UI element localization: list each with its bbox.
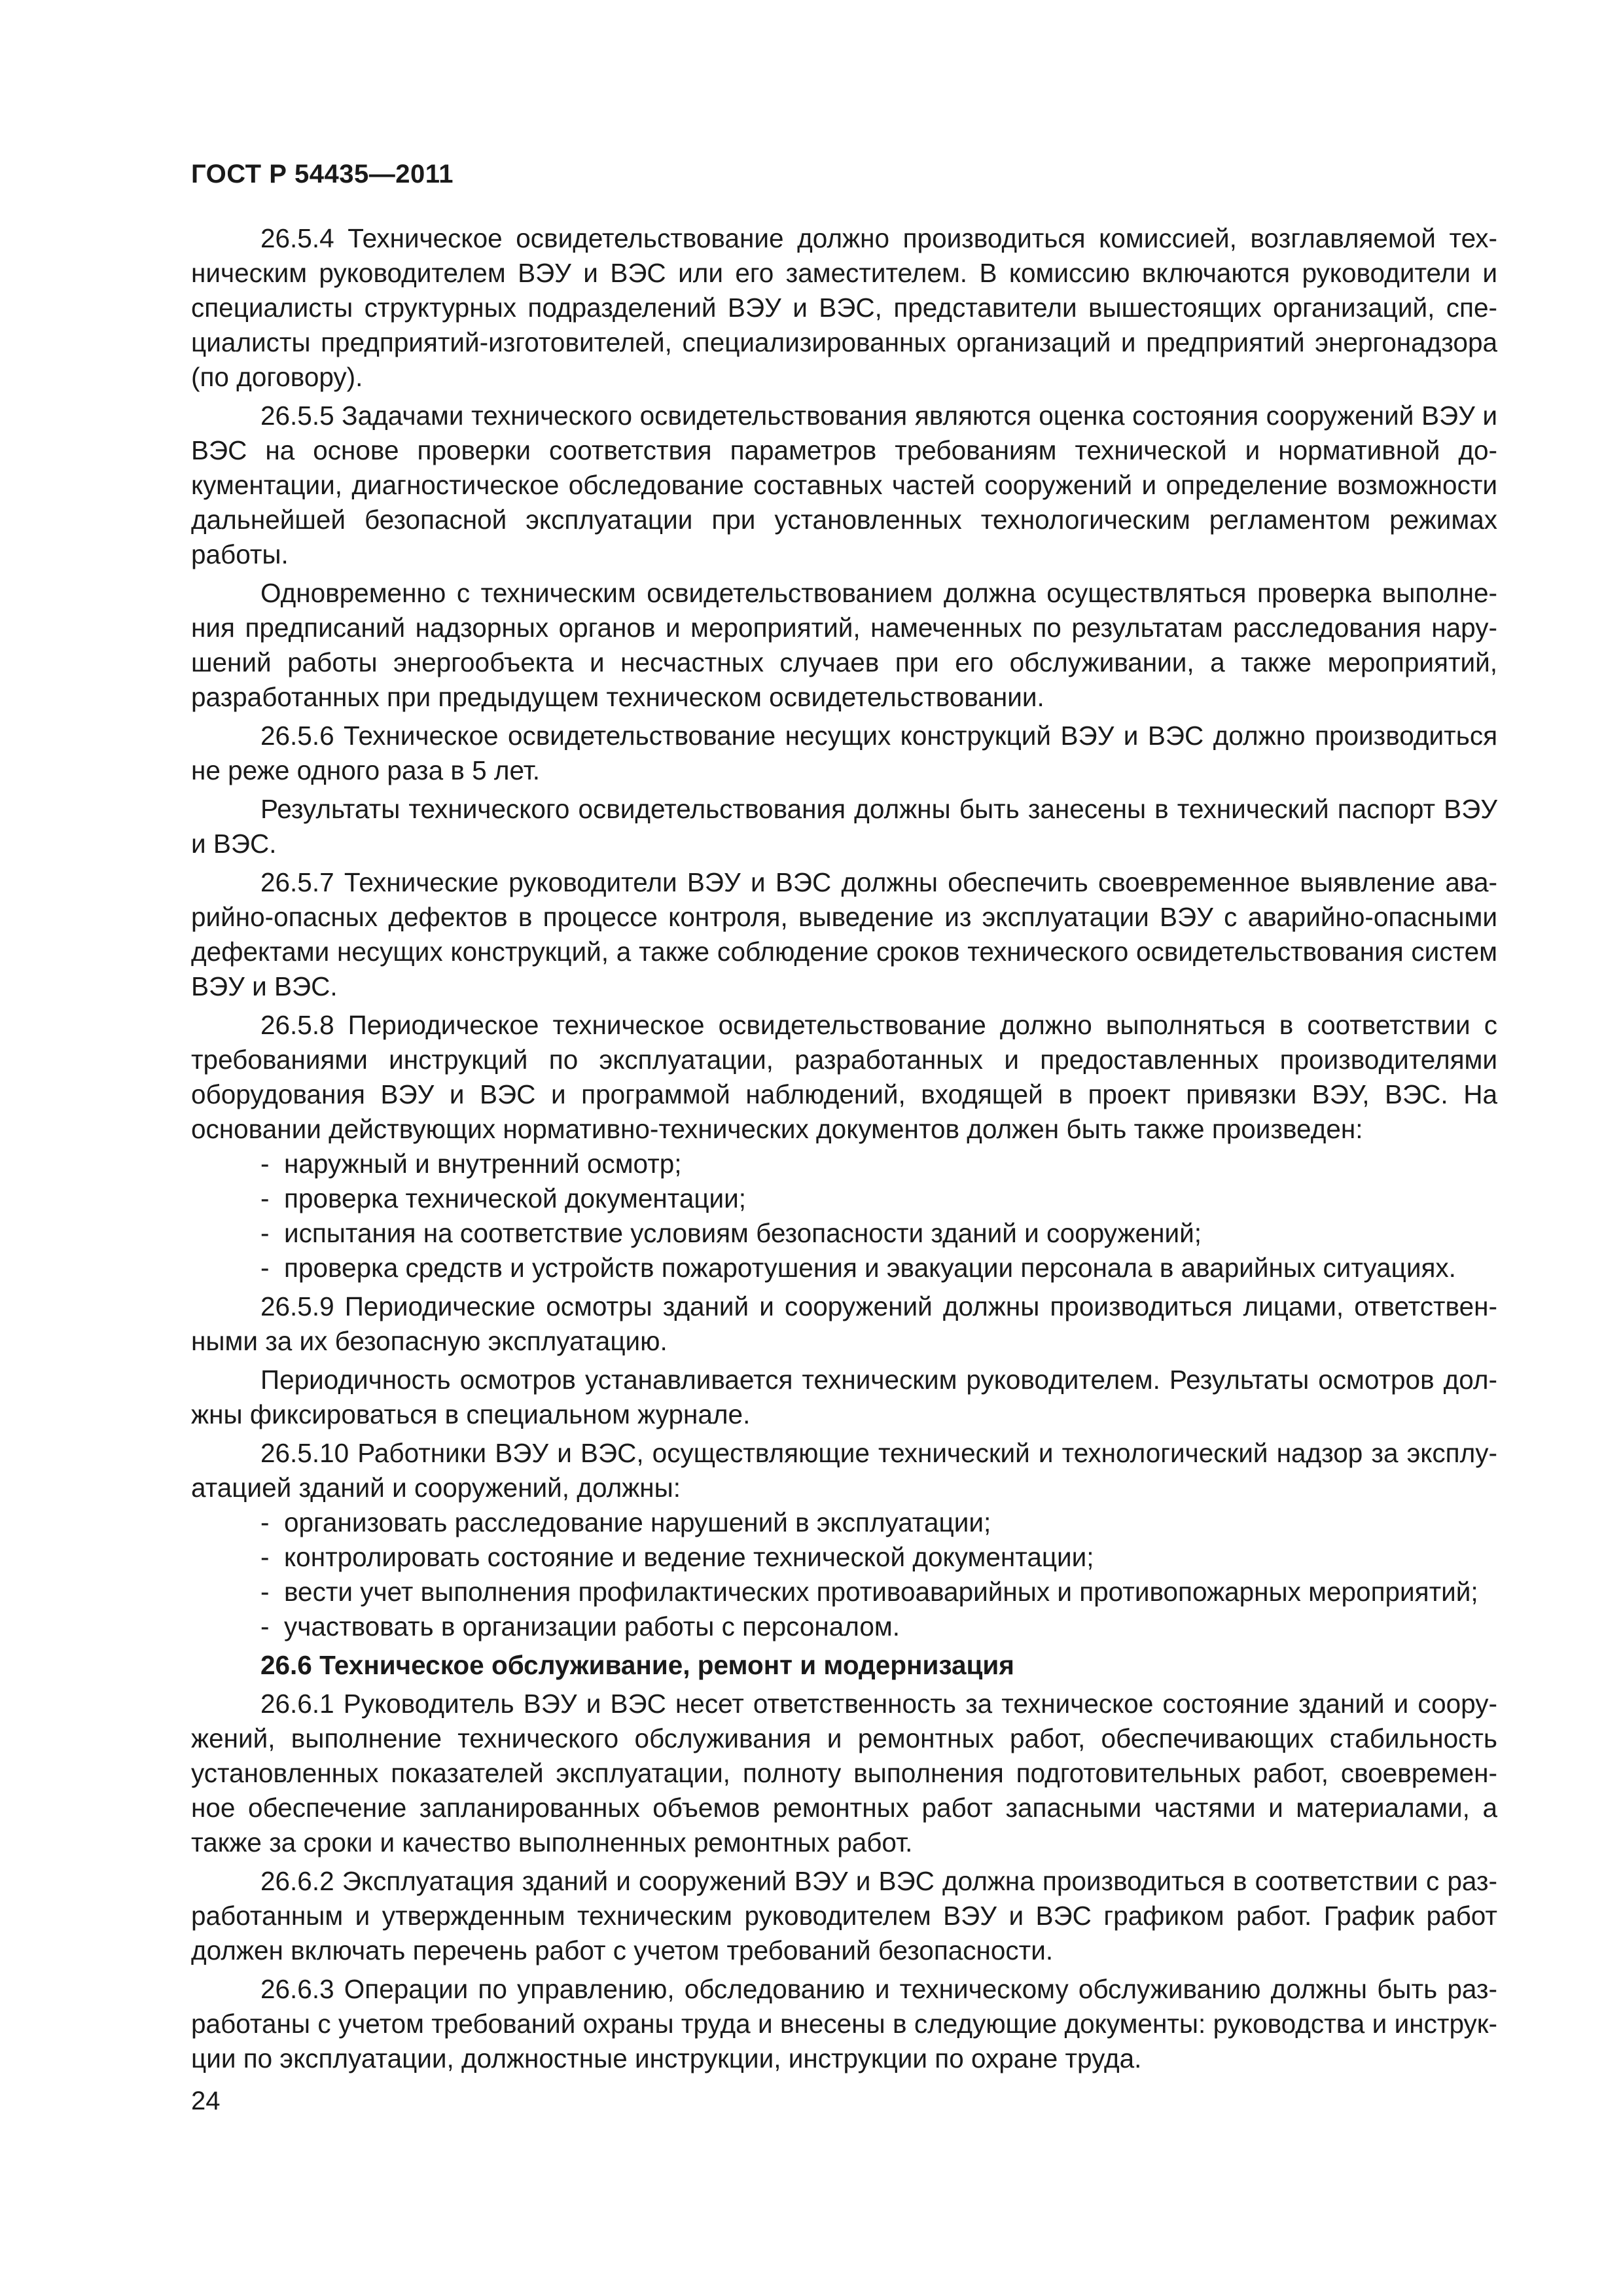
list-marker: - <box>260 1149 270 1179</box>
page-number: 24 <box>191 2087 221 2115</box>
list-marker: - <box>260 1542 270 1572</box>
list-item: - вести учет выполнения профилактических противоаварийных и противопожарных мероприятий; <box>191 1575 1497 1609</box>
list-item: - испытания на соответствие условиям безопасности зданий и сооружений; <box>191 1216 1497 1251</box>
paragraph-26-5-9: 26.5.9 Периодические осмотры зданий и сооружений должны производиться лицами, ответственными за их безопасную эксплуатацию. <box>191 1291 1497 1356</box>
list-marker: - <box>260 1577 270 1607</box>
document-body <box>191 221 1497 2076</box>
list-item: - участвовать в организации работы с персоналом. <box>191 1609 1497 1644</box>
list-item: - наружный и внутренний осмотр; <box>191 1147 1497 1181</box>
paragraph-26-6-3: 26.6.3 Операции по управлению, обследованию и техническому обслуживанию должны быть разработаны с учетом требований охраны труда и внесены в следующие документы: руководства и инструкции по эксплуатации, должностные инструкции, инструкции по охране труда. <box>191 1974 1497 2073</box>
paragraph-26-5-10: 26.5.10 Работники ВЭУ и ВЭС, осуществляющие технический и технологический надзор за эксплуатацией зданий и сооружений, должны: <box>191 1438 1497 1503</box>
paragraph-simultaneous-check: Одновременно с техническим освидетельствованием должна осуществляться проверка выполнения предписаний надзорных органов и мероприятий, намеченных по результатам расследования нарушений работы энергообъекта и несчастных случаев при его обслуживании, а также мероприятий, разработанных при предыдущем техническом освидетельствовании. <box>191 578 1497 712</box>
paragraph-results: Результаты технического освидетельствования должны быть занесены в технический паспорт ВЭУ и ВЭС. <box>191 794 1497 859</box>
list-26-5-8 <box>191 1147 1497 1285</box>
list-item: - контролировать состояние и ведение технической документации; <box>191 1540 1497 1575</box>
list-marker: - <box>260 1253 270 1283</box>
paragraph-26-6-1: 26.6.1 Руководитель ВЭУ и ВЭС несет ответственность за техническое состояние зданий и сооружений, выполнение технического обслуживания и ремонтных работ, обеспечивающих стабильность установленных показателей эксплуатации, полноту выполнения подготовительных работ, своевременное обеспечение запланированных объемов ремонтных работ запасными частями и материалами, а также за сроки и качество выполненных ремонтных работ. <box>191 1689 1497 1857</box>
list-marker: - <box>260 1507 270 1537</box>
list-marker: - <box>260 1611 270 1641</box>
paragraph-26-5-4: 26.5.4 Техническое освидетельствование должно производиться комиссией, возглавляемой техническим руководителем ВЭУ и ВЭС или его заместителем. В комиссию включаются руководители и специалисты структурных подразделений ВЭУ и ВЭС, представители вышестоящих организаций, специалисты предприятий-изготовителей, специализированных организаций и предприятий энергонадзора (по договору). <box>191 223 1497 392</box>
list-26-5-10 <box>191 1505 1497 1644</box>
paragraph-26-5-6: 26.5.6 Техническое освидетельствование несущих конструкций ВЭУ и ВЭС должно производиться не реже одного раза в 5 лет. <box>191 721 1497 785</box>
list-item: - проверка средств и устройств пожаротушения и эвакуации персонала в аварийных ситуациях. <box>191 1251 1497 1285</box>
list-marker: - <box>260 1218 270 1248</box>
document-header: ГОСТ Р 54435—2011 <box>191 160 454 188</box>
paragraph-26-6-2: 26.6.2 Эксплуатация зданий и сооружений ВЭУ и ВЭС должна производиться в соответствии с разработанным и утвержденным техническим руководителем ВЭУ и ВЭС графиком работ. График работ должен включать перечень работ с учетом требований безопасности. <box>191 1866 1497 1965</box>
paragraph-26-5-5: 26.5.5 Задачами технического освидетельствования являются оценка состояния сооружений ВЭУ и ВЭС на основе проверки соответствия параметров требованиям технической и нормативной документации, диагностическое обследование составных частей сооружений и определение возможности дальнейшей безопасной эксплуатации при установленных технологическим регламентом режимах работы. <box>191 401 1497 569</box>
paragraph-26-5-7: 26.5.7 Технические руководители ВЭУ и ВЭС должны обеспечить своевременное выявление аварийно-опасных дефектов в процессе контроля, выведение из эксплуатации ВЭУ с аварийно-опасными дефектами несущих конструкций, а также соблюдение сроков технического освидетельствования систем ВЭУ и ВЭС. <box>191 867 1497 1001</box>
paragraph-26-5-8: 26.5.8 Периодическое техническое освидетельствование должно выполняться в соответствии с требованиями инструкций по эксплуатации, разработанных и предоставленных производителями оборудования ВЭУ и ВЭС и программой наблюдений, входящей в проект привязки ВЭУ, ВЭС. На основании действующих нормативно-технических документов должен быть также произведен: <box>191 1010 1497 1144</box>
list-item: - организовать расследование нарушений в эксплуатации; <box>191 1505 1497 1540</box>
list-item: - проверка технической документации; <box>191 1181 1497 1216</box>
list-marker: - <box>260 1183 270 1213</box>
paragraph-periodicity: Периодичность осмотров устанавливается техническим руководителем. Результаты осмотров должны фиксироваться в специальном журнале. <box>191 1365 1497 1429</box>
section-heading-26-6: 26.6 Техническое обслуживание, ремонт и модернизация <box>260 1650 1014 1680</box>
